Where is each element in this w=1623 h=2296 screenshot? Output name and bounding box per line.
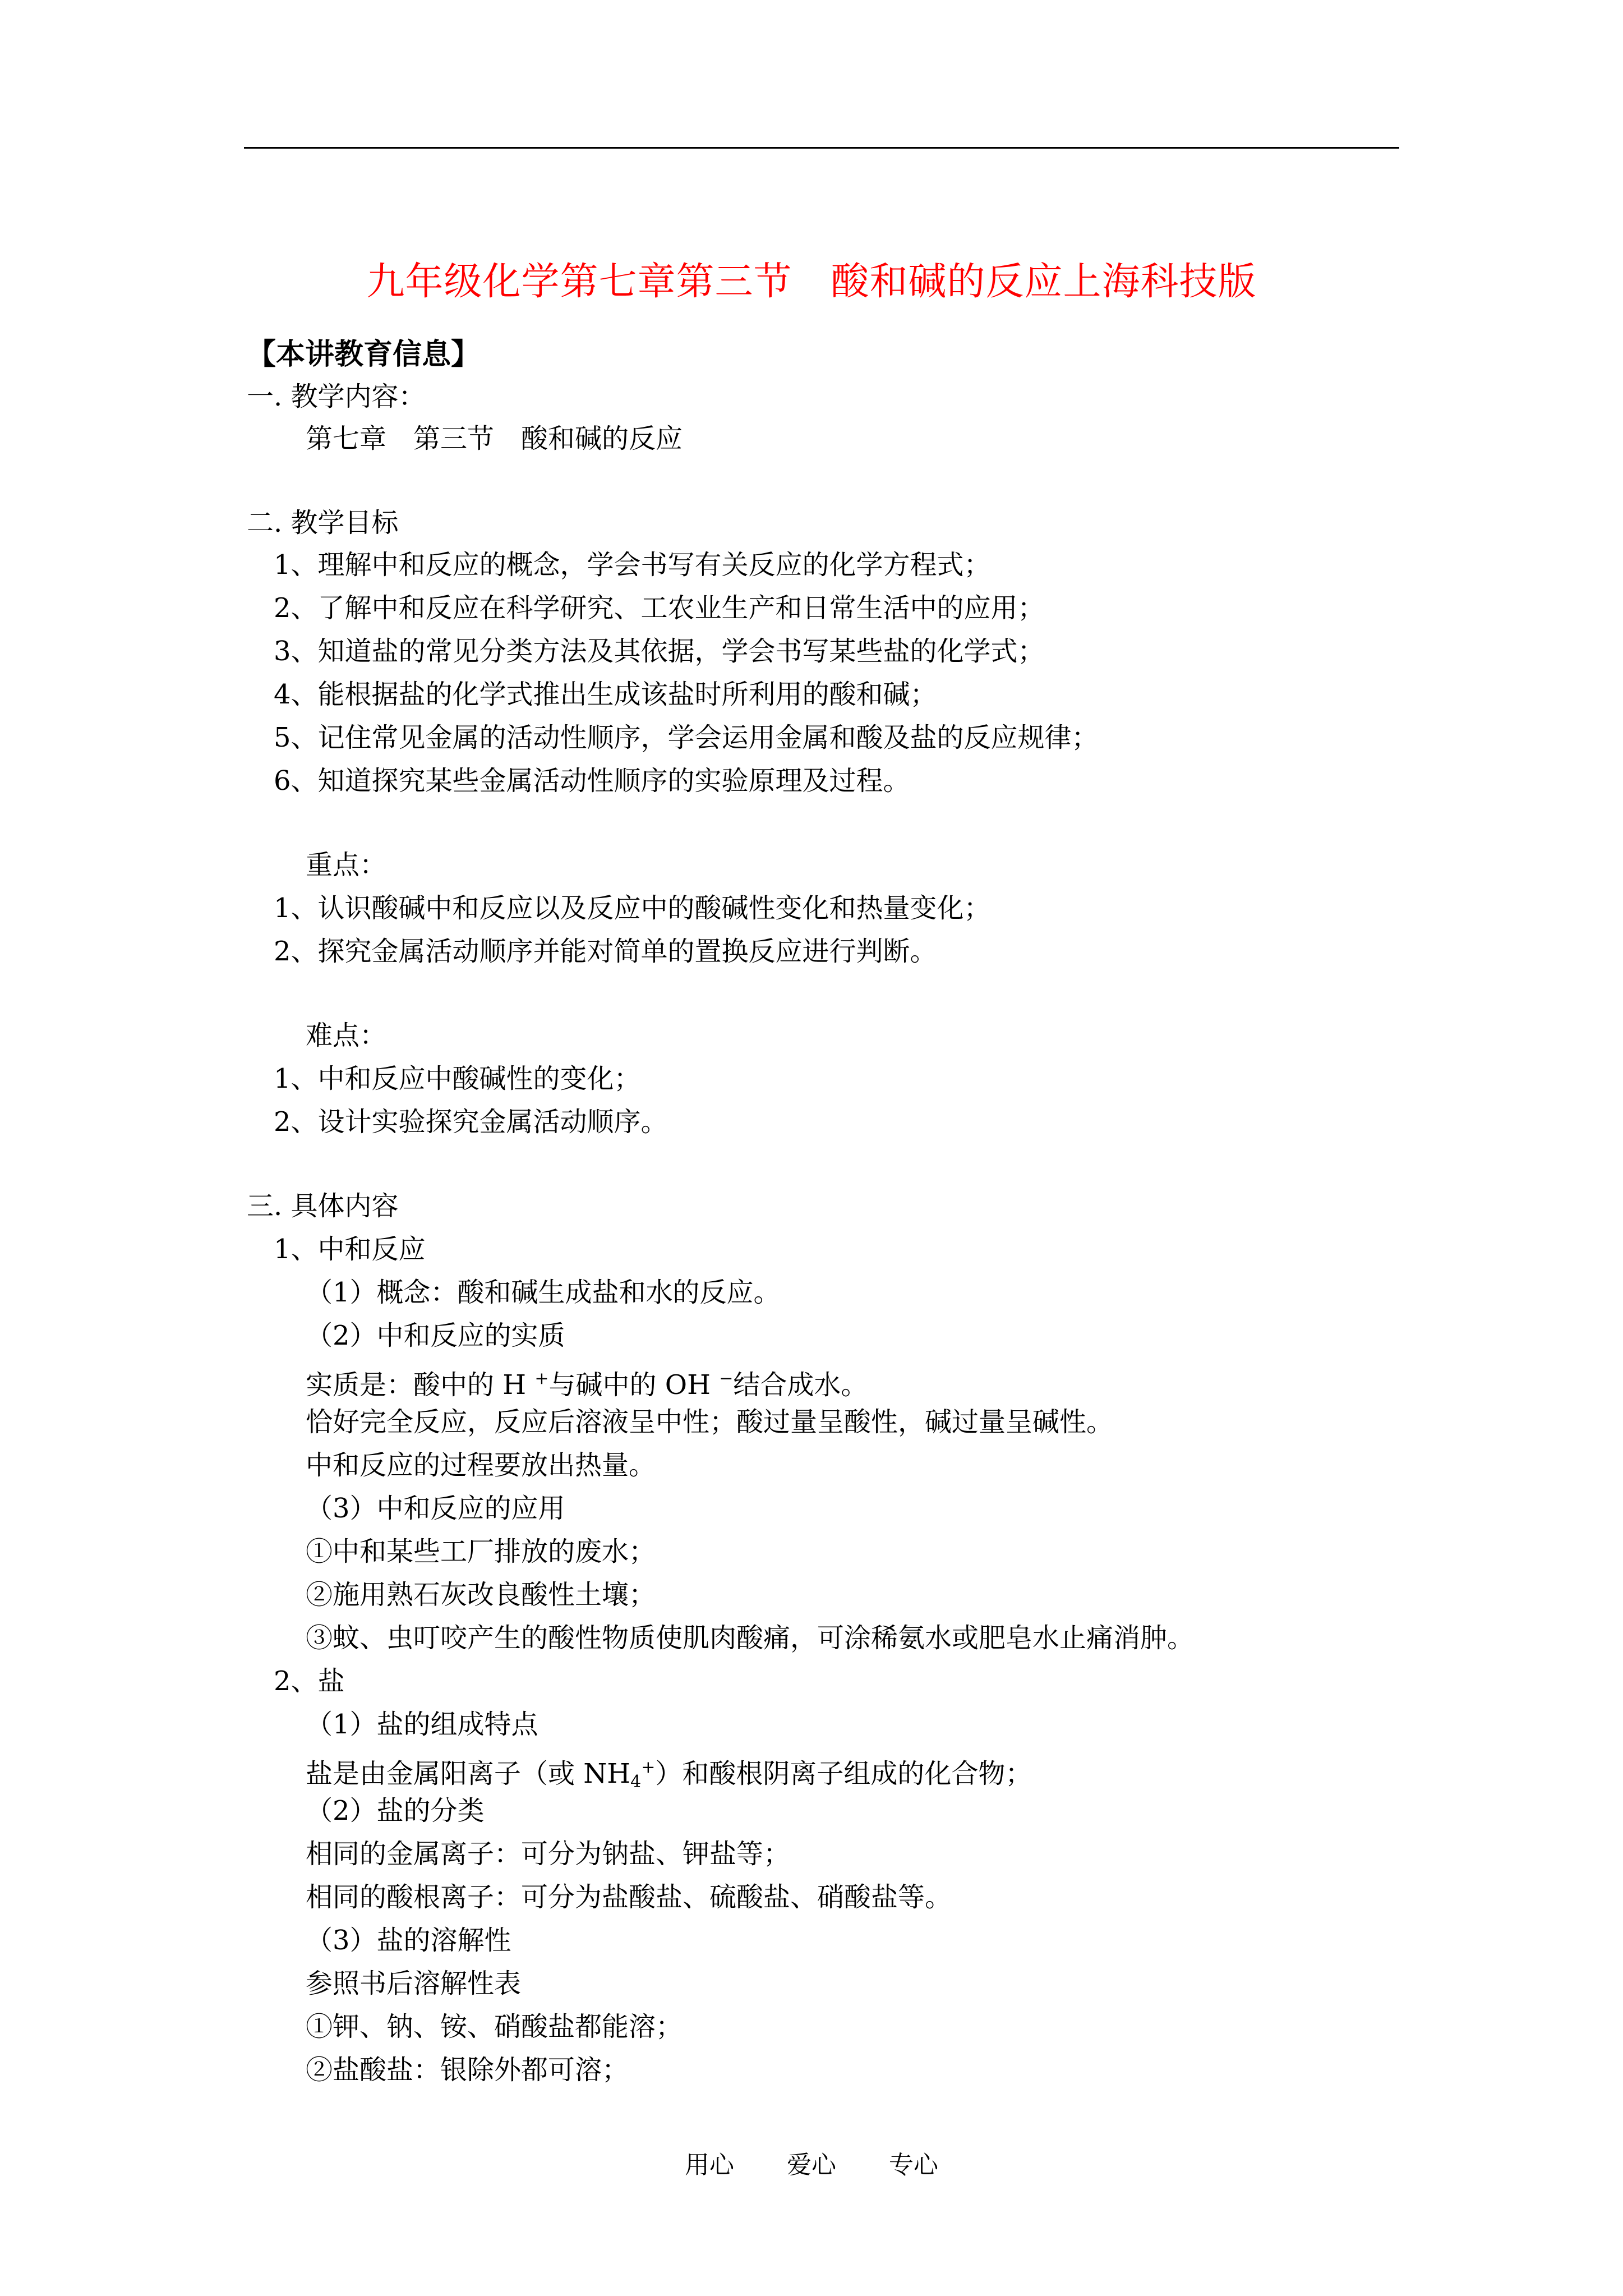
section-3-heading: 三. 具体内容 [247,1190,399,1222]
salt-class-item: 相同的酸根离子：可分为盐酸盐、硫酸盐、硝酸盐等。 [306,1881,952,1913]
section-header: 【本讲教育信息】 [247,338,481,371]
neutralization-app-title: （3）中和反应的应用 [306,1493,565,1524]
header-rule [244,147,1399,149]
neutralization-result: 恰好完全反应，反应后溶液呈中性；酸过量呈酸性，碱过量呈碱性。 [306,1406,1114,1438]
essence-text-a: 实质是：酸中的 H [306,1369,527,1401]
section-1-body: 第七章 第三节 酸和碱的反应 [306,423,683,454]
goal-item: 2、了解中和反应在科学研究、工农业生产和日常生活中的应用； [274,592,1045,624]
difficult-points-label: 难点： [306,1020,387,1051]
ammonium-charge: + [641,1757,656,1777]
essence-text-b: 与碱中的 OH [548,1369,711,1401]
section-1-heading: 一. 教学内容： [247,381,426,412]
goal-item: 3、知道盐的常见分类方法及其依据，学会书写某些盐的化学式； [274,636,1045,667]
goal-item: 1、理解中和反应的概念，学会书写有关反应的化学方程式； [274,549,991,581]
essence-text-c: 结合成水。 [733,1369,868,1401]
salt-solubility-item: ①钾、钠、铵、硝酸盐都能溶； [306,2011,683,2042]
subsection-neutralization: 1、中和反应 [274,1234,426,1265]
subsection-salt: 2、盐 [274,1665,345,1697]
neutralization-essence-title: （2）中和反应的实质 [306,1320,565,1351]
page-footer [0,2148,1623,2182]
neutralization-app-item: ①中和某些工厂排放的废水； [306,1536,656,1567]
difficult-point-item: 2、设计实验探究金属活动顺序。 [274,1106,668,1138]
footer-word: 专心 [889,2151,938,2179]
hydrogen-ion-charge: + [534,1369,549,1388]
salt-solubility-title: （3）盐的溶解性 [306,1925,511,1956]
difficult-point-item: 1、中和反应中酸碱性的变化； [274,1063,641,1094]
salt-comp-text-a: 盐是由金属阳离子（或 NH [306,1758,631,1789]
salt-comp-text-b: ）和酸根阴离子组成的化合物； [655,1758,1032,1789]
neutralization-concept: （1）概念：酸和碱生成盐和水的反应。 [306,1277,781,1308]
neutralization-app-item: ②施用熟石灰改良酸性土壤； [306,1579,656,1611]
ammonium-subscript: 4 [630,1772,642,1792]
document-title: 九年级化学第七章第三节 酸和碱的反应上海科技版 [366,260,1257,304]
footer-word: 爱心 [787,2151,836,2179]
salt-class-item: 相同的金属离子：可分为钠盐、钾盐等； [306,1838,791,1870]
neutralization-app-item: ③蚊、虫叮咬产生的酸性物质使肌肉酸痛，可涂稀氨水或肥皂水止痛消肿。 [306,1622,1195,1654]
salt-solubility-item: ②盐酸盐：银除外都可溶； [306,2054,629,2086]
section-2-heading: 二. 教学目标 [247,507,399,539]
hydroxide-ion-charge: − [719,1369,734,1388]
salt-class-title: （2）盐的分类 [306,1795,485,1826]
goal-item: 6、知道探究某些金属活动性顺序的实验原理及过程。 [274,765,910,797]
neutralization-essence-line [306,1361,868,1403]
key-point-item: 1、认识酸碱中和反应以及反应中的酸碱性变化和热量变化； [274,892,991,924]
footer-word: 用心 [685,2151,734,2179]
key-points-label: 重点： [306,849,387,881]
goal-item: 5、记住常见金属的活动性顺序，学会运用金属和酸及盐的反应规律； [274,722,1099,753]
key-point-item: 2、探究金属活动顺序并能对简单的置换反应进行判断。 [274,936,937,967]
salt-composition-title: （1）盐的组成特点 [306,1709,538,1740]
goal-item: 4、能根据盐的化学式推出生成该盐时所利用的酸和碱； [274,679,937,710]
neutralization-heat: 中和反应的过程要放出热量。 [306,1450,656,1481]
salt-solubility-ref: 参照书后溶解性表 [306,1968,522,1999]
